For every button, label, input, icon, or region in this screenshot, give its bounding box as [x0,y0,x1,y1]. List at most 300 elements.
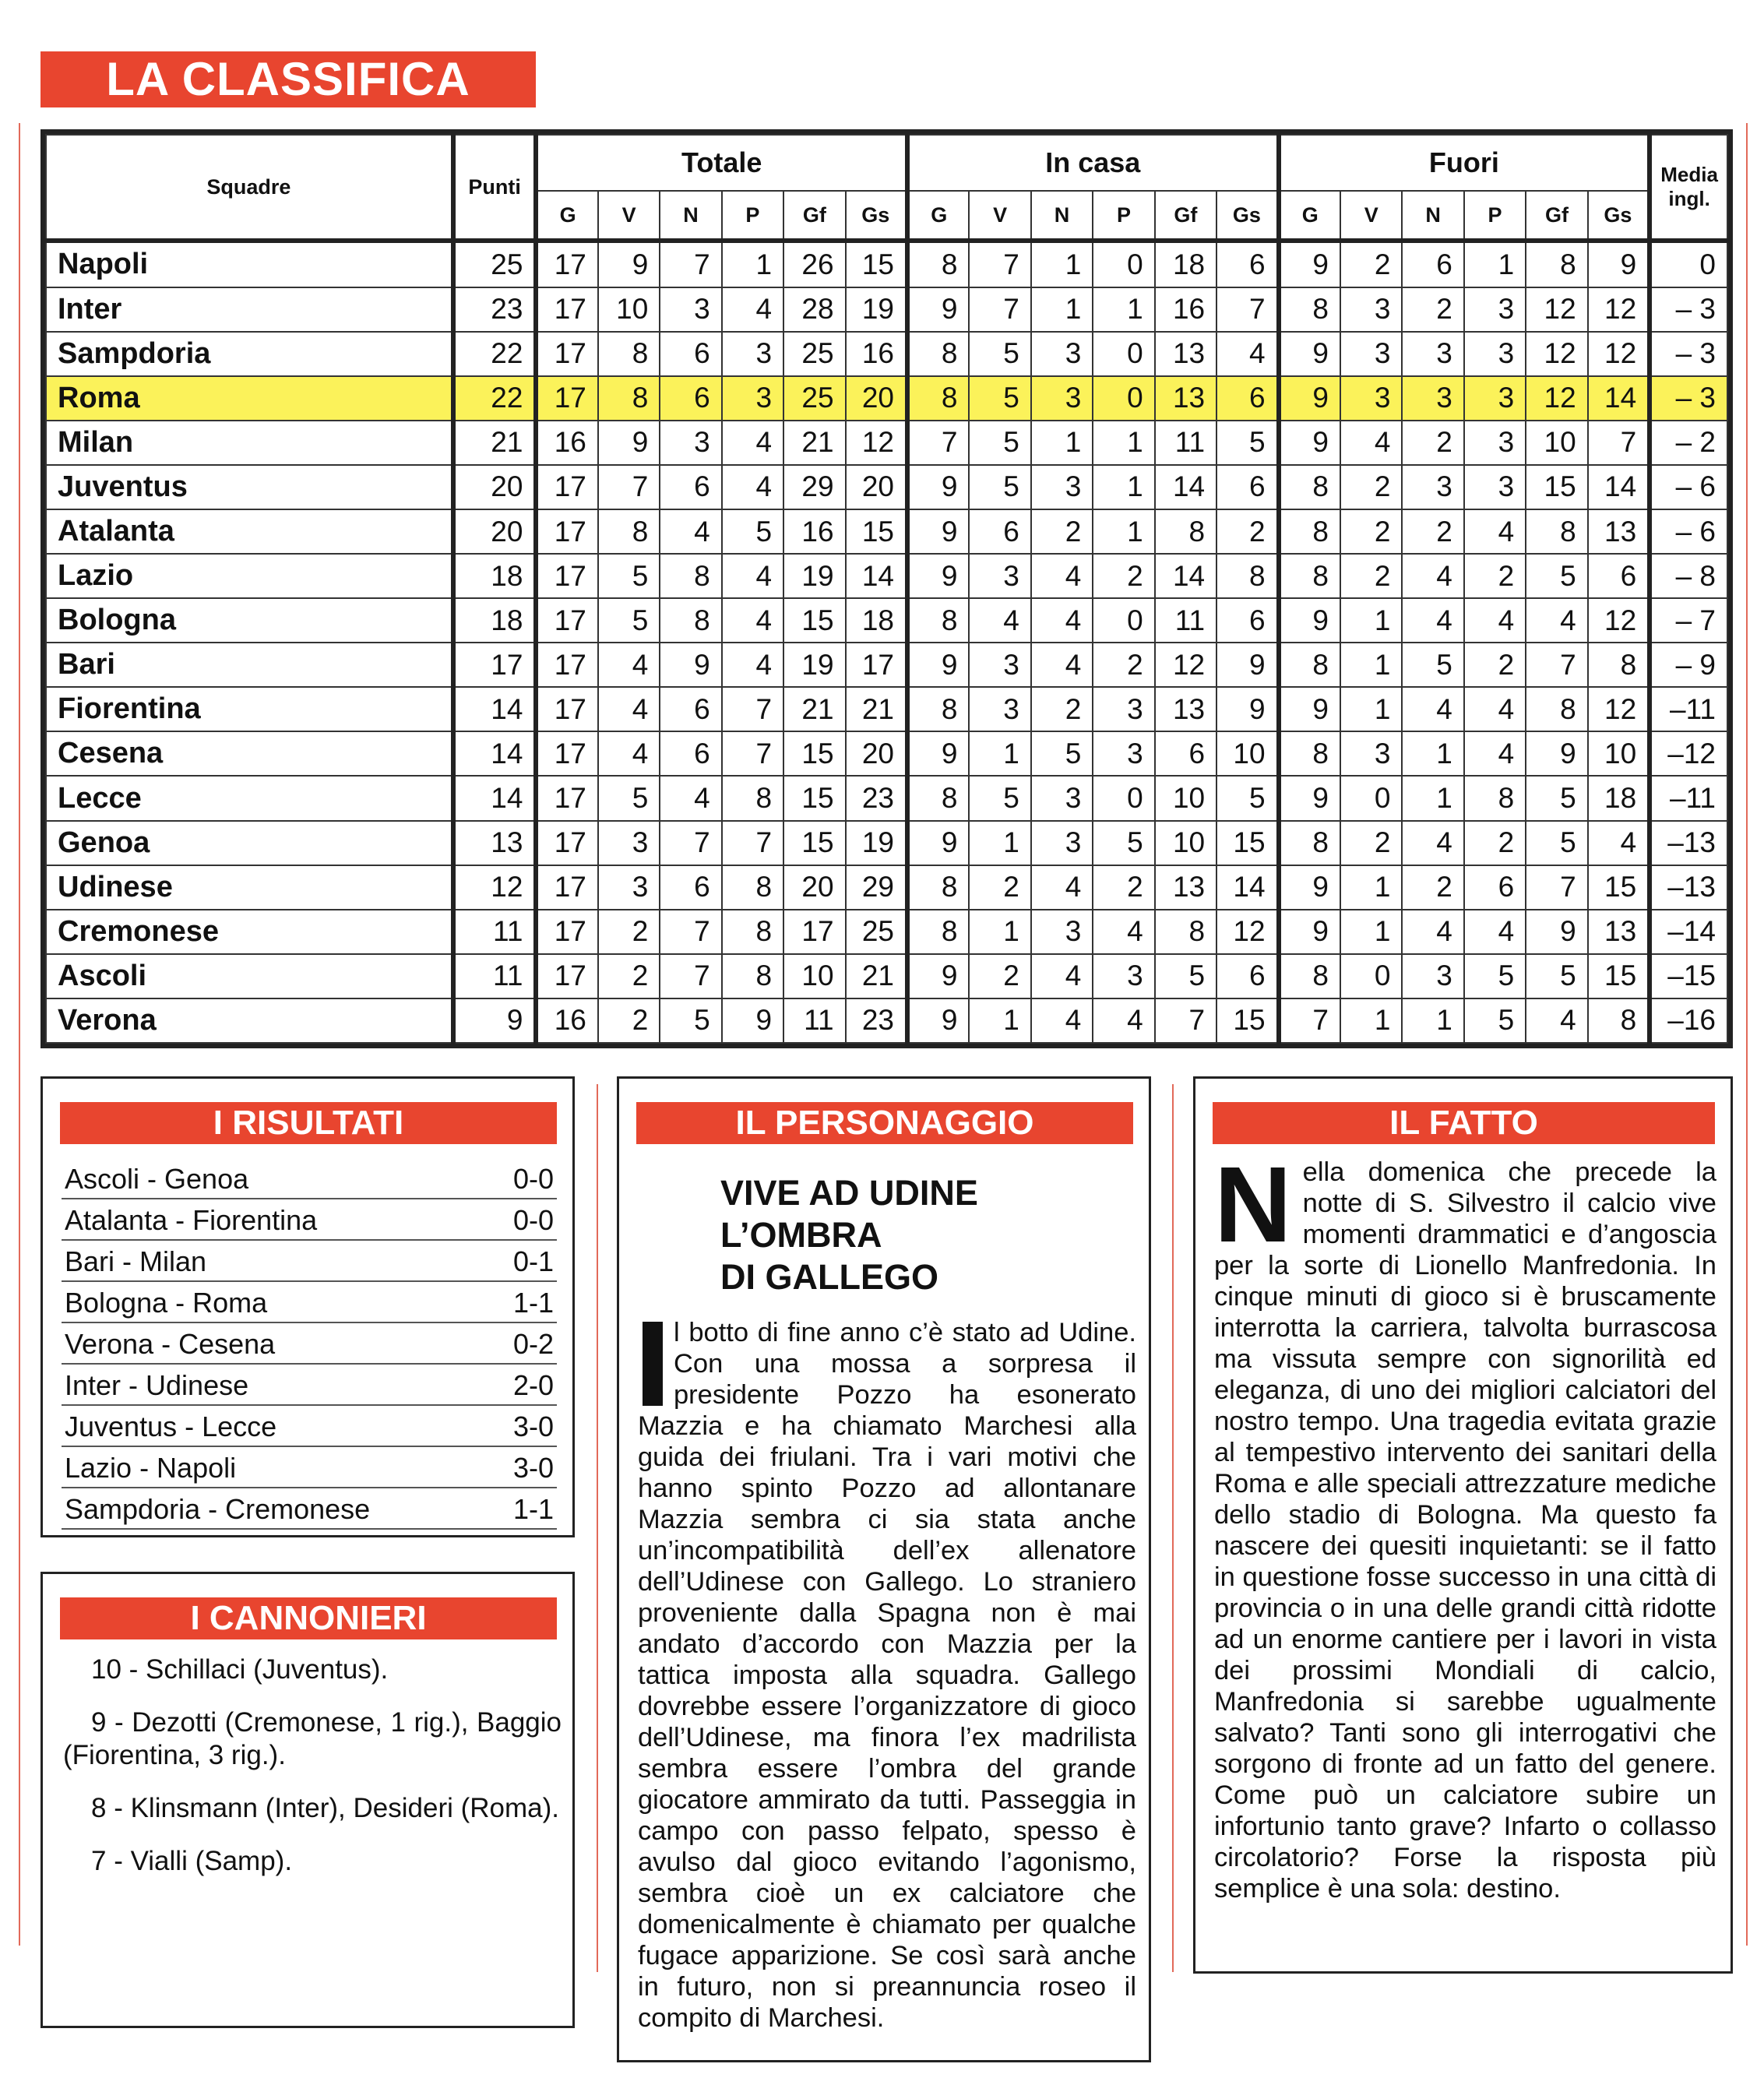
stat-cell: 12 [1588,687,1650,731]
stat-cell: 12 [1588,287,1650,332]
stat-cell: 8 [722,954,783,998]
result-item [62,1447,557,1488]
stat-cell: 4 [1526,998,1587,1043]
stat-cell: 4 [1464,910,1526,954]
stat-cell: 9 [907,998,969,1043]
stat-cell: 6 [660,731,721,776]
stat-cell: 7 [1526,643,1587,687]
col-header-t-n: N [660,191,721,241]
result-match: Juventus - Lecce [65,1410,277,1442]
stat-cell: 7 [969,287,1030,332]
team-name: Milan [46,421,453,465]
stat-cell: 19 [846,821,907,865]
team-name: Juventus [46,465,453,509]
result-score: 0-2 [512,1328,554,1360]
stat-cell: 8 [1279,731,1340,776]
media-inglese-cell: – 8 [1650,554,1727,598]
stat-cell: 12 [846,421,907,465]
header-media-inglese [1650,135,1727,241]
stat-cell: 8 [1155,910,1216,954]
personaggio-body: l botto di fine anno c’è stato ad Udine. Con una mossa a sorpresa il presidente Pozzo ha esonerato Mazzia e ha chiamato Marchesi alla guida dei friulani. Tra i vari motivi che hanno spinto Pozzo ad allontanare Mazzia sembra ci sia stata anche un’incompatibilità dell’ex allenatore dell’Udinese con Gallego. Lo straniero proveniente dalla Spagna non è mai andato d’accordo con Mazzia per la tattica imposta alla squadra. Gallego dovrebbe essere l’organizzatore di gioco dell’Udinese, ma finora l’ex madrilista sembra essere l’ombra del grande giocatore ammirato da tutti. Passeggia in campo con passo felpato, spesso è avulso dal gioco evitando l’agonismo, sembra cioè un ex calciatore che domenicalmente è chiamato per qualche fugace apparizione. Se così sarà anche in futuro, non si preannuncia roseo il compito di Marchesi. [638,1318,1136,2033]
stat-cell: 3 [660,421,721,465]
stat-cell: 7 [660,241,721,287]
stat-cell: 3 [1093,731,1154,776]
stat-cell: 1 [1340,643,1402,687]
stat-cell: 1 [969,998,1030,1043]
points-cell: 23 [453,287,537,332]
stat-cell: 2 [969,865,1030,910]
stat-cell: 10 [598,287,660,332]
stat-cell: 12 [1216,910,1278,954]
stat-cell: 1 [1340,865,1402,910]
stat-cell: 8 [1279,554,1340,598]
column-rule-1 [597,1084,598,1972]
stat-cell: 7 [722,821,783,865]
stat-cell: 0 [1093,776,1154,820]
headline-line-2: L’OMBRA [720,1215,882,1255]
stat-cell: 4 [598,731,660,776]
stat-cell: 12 [1588,598,1650,643]
stat-cell: 3 [722,332,783,376]
stat-cell: 6 [660,687,721,731]
media-inglese-cell: –11 [1650,687,1727,731]
stat-cell: 3 [1402,332,1463,376]
stat-cell: 13 [1155,687,1216,731]
stat-cell: 11 [1155,421,1216,465]
stat-cell: 8 [722,865,783,910]
media-inglese-cell: –15 [1650,954,1727,998]
team-name: Bologna [46,598,453,643]
stat-cell: 2 [598,954,660,998]
stat-cell: 2 [1464,643,1526,687]
stat-cell: 8 [722,776,783,820]
header-squadre: Squadre [46,135,453,241]
stat-cell: 8 [907,241,969,287]
stat-cell: 9 [660,643,721,687]
stat-cell: 23 [846,776,907,820]
stat-cell: 8 [660,554,721,598]
stat-cell: 4 [1031,954,1093,998]
result-match: Inter - Udinese [65,1369,249,1401]
stat-cell: 15 [783,598,845,643]
stat-cell: 8 [1526,509,1587,554]
stat-cell: 17 [536,643,597,687]
stat-cell: 10 [1526,421,1587,465]
stat-cell: 8 [907,598,969,643]
stat-cell: 1 [1464,241,1526,287]
stat-cell: 17 [846,643,907,687]
media-inglese-cell: – 9 [1650,643,1727,687]
scorer-item: 7 - Vialli (Samp). [91,1846,293,1876]
stat-cell: 15 [1216,821,1278,865]
team-name: Verona [46,998,453,1043]
stat-cell: 13 [1155,332,1216,376]
stat-cell: 2 [598,910,660,954]
stat-cell: 9 [907,821,969,865]
stat-cell: 20 [783,865,845,910]
team-name: Cremonese [46,910,453,954]
stat-cell: 1 [1031,241,1093,287]
stat-cell: 5 [969,376,1030,421]
stat-cell: 1 [1093,421,1154,465]
scorers-list [63,1653,562,1898]
stat-cell: 7 [1155,998,1216,1043]
result-score: 0-0 [512,1163,554,1195]
dropcap-letter: N [1214,1145,1292,1265]
stat-cell: 21 [846,687,907,731]
stat-cell: 13 [1588,910,1650,954]
stat-cell: 8 [1588,998,1650,1043]
col-header-t-g: G [536,191,597,241]
points-cell: 20 [453,509,537,554]
scorer-item: 8 - Klinsmann (Inter), Desideri (Roma). [91,1793,559,1823]
media-inglese-cell: –12 [1650,731,1727,776]
stat-cell: 17 [536,241,597,287]
stat-cell: 16 [783,509,845,554]
points-cell: 13 [453,821,537,865]
stat-cell: 5 [660,998,721,1043]
media-inglese-cell: –11 [1650,776,1727,820]
table-row [46,376,1727,421]
stat-cell: 7 [1279,998,1340,1043]
stat-cell: 0 [1340,954,1402,998]
stat-cell: 9 [907,465,969,509]
stat-cell: 1 [722,241,783,287]
stat-cell: 3 [1464,332,1526,376]
dropcap-letter [643,1322,663,1406]
stat-cell: 11 [783,998,845,1043]
stat-cell: 4 [1093,910,1154,954]
stat-cell: 2 [1093,865,1154,910]
stat-cell: 6 [1588,554,1650,598]
stat-cell: 7 [1588,421,1650,465]
table-row [46,865,1727,910]
col-header-f-gf: Gf [1526,191,1587,241]
stat-cell: 14 [1588,376,1650,421]
results-title: I RISULTATI [60,1102,557,1144]
media-inglese-cell: – 6 [1650,509,1727,554]
stat-cell: 5 [1155,954,1216,998]
result-score: 3-0 [512,1410,554,1442]
result-match: Bari - Milan [65,1245,207,1277]
header-punti: Punti [453,135,537,241]
stat-cell: 15 [783,731,845,776]
stat-cell: 12 [1526,287,1587,332]
result-score: 0-0 [512,1204,554,1236]
stat-cell: 9 [1279,241,1340,287]
team-name: Roma [46,376,453,421]
stat-cell: 3 [1031,821,1093,865]
stat-cell: 8 [598,509,660,554]
result-item [62,1365,557,1406]
stat-cell: 2 [1464,554,1526,598]
stat-cell: 3 [1402,954,1463,998]
result-item [62,1158,557,1199]
table-row [46,241,1727,287]
stat-cell: 8 [1526,687,1587,731]
result-match: Atalanta - Fiorentina [65,1204,318,1236]
stat-cell: 2 [1093,554,1154,598]
stat-cell: 17 [536,910,597,954]
stat-cell: 5 [1526,776,1587,820]
stat-cell: 9 [1526,731,1587,776]
stat-cell: 1 [1031,287,1093,332]
media-inglese-cell: – 2 [1650,421,1727,465]
stat-cell: 9 [1279,776,1340,820]
stat-cell: 8 [1464,776,1526,820]
header-fuori: Fuori [1279,135,1650,191]
stat-cell: 20 [846,731,907,776]
media-inglese-cell: –16 [1650,998,1727,1043]
table-row [46,821,1727,865]
stat-cell: 14 [1588,465,1650,509]
media-inglese-cell: –13 [1650,865,1727,910]
points-cell: 25 [453,241,537,287]
stat-cell: 7 [660,821,721,865]
stat-cell: 21 [783,687,845,731]
stat-cell: 9 [722,998,783,1043]
stat-cell: 5 [722,509,783,554]
media-inglese-cell: – 3 [1650,376,1727,421]
stat-cell: 8 [907,910,969,954]
header-totale: Totale [536,135,907,191]
stat-cell: 19 [846,287,907,332]
table-row [46,910,1727,954]
headline-line-1: VIVE AD UDINE [720,1173,978,1213]
personaggio-box [617,1076,1151,2062]
stat-cell: 1 [1093,465,1154,509]
result-item [62,1282,557,1323]
stat-cell: 7 [1526,865,1587,910]
stat-cell: 8 [907,687,969,731]
stat-cell: 17 [536,954,597,998]
points-cell: 22 [453,376,537,421]
result-match: Lazio - Napoli [65,1452,237,1484]
stat-cell: 15 [783,776,845,820]
stat-cell: 7 [660,954,721,998]
stat-cell: 19 [783,643,845,687]
stat-cell: 5 [1216,421,1278,465]
stat-cell: 9 [1216,643,1278,687]
stat-cell: 15 [846,509,907,554]
stat-cell: 6 [660,332,721,376]
points-cell: 17 [453,643,537,687]
media-inglese-cell: 0 [1650,241,1727,287]
stat-cell: 3 [1464,465,1526,509]
stat-cell: 11 [1155,598,1216,643]
stat-cell: 4 [598,687,660,731]
stat-cell: 4 [722,287,783,332]
stat-cell: 20 [846,376,907,421]
stat-cell: 2 [1402,287,1463,332]
col-header-t-gf: Gf [783,191,845,241]
result-item [62,1323,557,1365]
stat-cell: 1 [1093,509,1154,554]
stat-cell: 26 [783,241,845,287]
stat-cell: 6 [1402,241,1463,287]
stat-cell: 8 [907,332,969,376]
col-header-c-n: N [1031,191,1093,241]
team-name: Ascoli [46,954,453,998]
header-in-casa: In casa [907,135,1279,191]
headline-line-3: DI GALLEGO [720,1257,938,1297]
stat-cell: 17 [536,287,597,332]
stat-cell: 3 [660,287,721,332]
stat-cell: 4 [722,465,783,509]
stat-cell: 3 [1093,954,1154,998]
stat-cell: 10 [1155,821,1216,865]
team-name: Sampdoria [46,332,453,376]
stat-cell: 4 [660,509,721,554]
table-row [46,598,1727,643]
result-match: Verona - Cesena [65,1328,276,1360]
stat-cell: 9 [907,287,969,332]
col-header-c-gs: Gs [1216,191,1278,241]
table-row [46,954,1727,998]
stat-cell: 9 [1526,910,1587,954]
stat-cell: 19 [783,554,845,598]
stat-cell: 4 [1402,598,1463,643]
team-name: Lecce [46,776,453,820]
stat-cell: 4 [722,598,783,643]
stat-cell: 9 [1279,687,1340,731]
stat-cell: 9 [907,643,969,687]
stat-cell: 8 [598,376,660,421]
stat-cell: 7 [907,421,969,465]
stat-cell: 12 [1588,332,1650,376]
results-list [62,1158,557,1530]
stat-cell: 9 [1216,687,1278,731]
stat-cell: 3 [1031,376,1093,421]
stat-cell: 15 [783,821,845,865]
stat-cell: 4 [1464,509,1526,554]
stat-cell: 9 [1279,376,1340,421]
personaggio-title: IL PERSONAGGIO [636,1102,1133,1144]
stat-cell: 25 [846,910,907,954]
result-score: 3-0 [512,1452,554,1484]
team-name: Genoa [46,821,453,865]
result-match: Sampdoria - Cremonese [65,1493,371,1525]
stat-cell: 17 [536,465,597,509]
col-header-c-g: G [907,191,969,241]
stat-cell: 17 [536,821,597,865]
stat-cell: 15 [1588,865,1650,910]
stat-cell: 2 [1402,421,1463,465]
stat-cell: 10 [1588,731,1650,776]
stat-cell: 17 [783,910,845,954]
stat-cell: 0 [1093,332,1154,376]
stat-cell: 1 [1340,998,1402,1043]
points-cell: 21 [453,421,537,465]
stat-cell: 8 [907,376,969,421]
stat-cell: 5 [1093,821,1154,865]
stat-cell: 8 [1279,287,1340,332]
col-header-f-g: G [1279,191,1340,241]
stat-cell: 6 [1216,465,1278,509]
stat-cell: 15 [1216,998,1278,1043]
stat-cell: 3 [598,865,660,910]
stat-cell: 2 [969,954,1030,998]
stat-cell: 4 [1031,598,1093,643]
media-inglese-cell: – 3 [1650,287,1727,332]
col-header-c-gf: Gf [1155,191,1216,241]
scorers-box [40,1572,575,2028]
stat-cell: 6 [1216,598,1278,643]
stat-cell: 29 [783,465,845,509]
stat-cell: 1 [1340,598,1402,643]
stat-cell: 2 [598,998,660,1043]
stat-cell: 2 [1093,643,1154,687]
stat-cell: 3 [1402,376,1463,421]
stat-cell: 2 [1340,509,1402,554]
stat-cell: 8 [1279,643,1340,687]
stat-cell: 6 [660,865,721,910]
stat-cell: 2 [1031,509,1093,554]
stat-cell: 13 [1155,376,1216,421]
stat-cell: 8 [907,776,969,820]
stat-cell: 7 [598,465,660,509]
points-cell: 22 [453,332,537,376]
stat-cell: 16 [1155,287,1216,332]
stat-cell: 3 [1402,465,1463,509]
media-inglese-cell: – 3 [1650,332,1727,376]
stat-cell: 3 [598,821,660,865]
stat-cell: 5 [1526,554,1587,598]
stat-cell: 3 [1340,376,1402,421]
stat-cell: 16 [846,332,907,376]
col-header-f-n: N [1402,191,1463,241]
stat-cell: 7 [660,910,721,954]
stat-cell: 1 [1093,287,1154,332]
team-name: Udinese [46,865,453,910]
table-row [46,998,1727,1043]
stat-cell: 3 [1031,910,1093,954]
team-name: Cesena [46,731,453,776]
stat-cell: 9 [907,554,969,598]
table-row [46,465,1727,509]
stat-cell: 8 [1279,954,1340,998]
stat-cell: 4 [1216,332,1278,376]
team-name: Lazio [46,554,453,598]
result-score: 1-1 [512,1287,554,1319]
stat-cell: 1 [1031,421,1093,465]
stat-cell: 6 [1155,731,1216,776]
stat-cell: 1 [1402,776,1463,820]
stat-cell: 12 [1155,643,1216,687]
stat-cell: 8 [660,598,721,643]
table-row [46,332,1727,376]
stat-cell: 6 [1216,376,1278,421]
stat-cell: 2 [1031,687,1093,731]
stat-cell: 5 [1464,954,1526,998]
team-name: Inter [46,287,453,332]
scorer-item: 10 - Schillaci (Juventus). [91,1654,389,1685]
stat-cell: 25 [783,376,845,421]
stat-cell: 3 [1031,332,1093,376]
stat-cell: 7 [722,731,783,776]
stat-cell: 14 [1216,865,1278,910]
stat-cell: 5 [1464,998,1526,1043]
stat-cell: 4 [1402,821,1463,865]
stat-cell: 5 [1216,776,1278,820]
table-row [46,776,1727,820]
stat-cell: 4 [1588,821,1650,865]
team-name: Napoli [46,241,453,287]
fatto-title: IL FATTO [1213,1102,1715,1144]
stat-cell: 5 [598,598,660,643]
stat-cell: 28 [783,287,845,332]
stat-cell: 5 [1031,731,1093,776]
